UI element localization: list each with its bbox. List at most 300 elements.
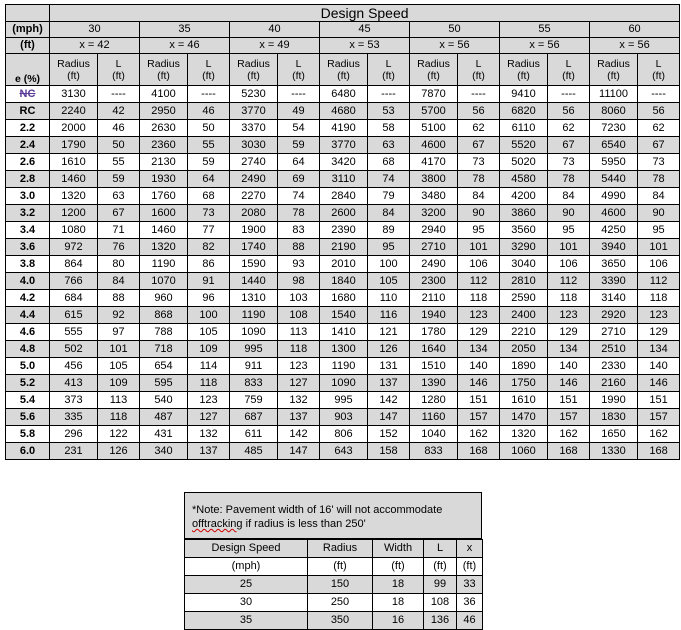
e-value-cell — [6, 443, 50, 460]
cell-value: 64 — [202, 172, 215, 185]
cell-value: 1610 — [511, 393, 536, 406]
cell-value: 4190 — [331, 121, 356, 134]
radius-unit: (ft) — [247, 69, 260, 82]
cell-value: 84 — [112, 274, 125, 287]
cell-value: 62 — [652, 121, 665, 134]
cell-value: 168 — [649, 444, 668, 457]
cell-value: 4170 — [421, 155, 446, 168]
table-row — [6, 154, 680, 171]
value-cell — [98, 273, 140, 290]
value-cell — [638, 188, 680, 205]
cell-value: 231 — [64, 444, 83, 457]
value-cell — [320, 120, 368, 137]
value-cell — [638, 392, 680, 409]
cell-value: 56 — [562, 104, 575, 117]
value-cell — [188, 86, 230, 103]
value-cell — [98, 324, 140, 341]
cell-value: 73 — [472, 155, 485, 168]
cell-value: 152 — [379, 427, 398, 440]
cell-value: 4680 — [331, 104, 356, 117]
cell-value: 1080 — [61, 223, 86, 236]
value-cell — [278, 443, 320, 460]
note-line-2 — [192, 517, 477, 531]
value-cell — [140, 154, 188, 171]
cell-value: 84 — [382, 206, 395, 219]
value-cell — [590, 239, 638, 256]
cell-value: 105 — [109, 359, 128, 372]
cell-value: 88 — [292, 240, 305, 253]
value-cell — [368, 392, 410, 409]
cell-value: 5520 — [511, 138, 536, 151]
value-cell — [410, 188, 458, 205]
value-cell — [320, 154, 368, 171]
value-cell — [638, 341, 680, 358]
e-value: 5.4 — [19, 393, 36, 406]
cell-value: 82 — [202, 240, 215, 253]
value-cell — [278, 358, 320, 375]
cell-value: 112 — [559, 274, 578, 287]
cell-value: 1640 — [421, 342, 446, 355]
cell-value: 58 — [382, 121, 395, 134]
cell-value: 6540 — [601, 138, 626, 151]
e-value-cell — [6, 239, 50, 256]
cell-value: 1060 — [511, 444, 536, 457]
value-cell — [590, 205, 638, 222]
value-cell — [50, 222, 98, 239]
value-cell — [98, 86, 140, 103]
value-cell — [278, 137, 320, 154]
value-cell — [548, 120, 590, 137]
l-label: L — [655, 57, 662, 70]
value-cell — [320, 409, 368, 426]
value-cell — [320, 171, 368, 188]
value-cell — [368, 205, 410, 222]
cell-value: ---- — [471, 87, 486, 100]
value-cell — [320, 188, 368, 205]
value-cell — [410, 154, 458, 171]
value-cell — [638, 307, 680, 324]
cell-value: 71 — [112, 223, 125, 236]
value-cell — [458, 137, 500, 154]
value-cell — [140, 409, 188, 426]
cell-value: 84 — [652, 189, 665, 202]
value-cell — [368, 222, 410, 239]
value-cell — [50, 205, 98, 222]
value-cell — [140, 358, 188, 375]
value-cell — [230, 290, 278, 307]
small-units-row — [185, 558, 483, 576]
cell-value: 49 — [292, 104, 305, 117]
value-cell — [278, 103, 320, 120]
table-row — [6, 239, 680, 256]
value-cell — [368, 239, 410, 256]
cell-value: 1610 — [61, 155, 86, 168]
cell-value: 123 — [559, 308, 578, 321]
small-value-cell: 18 — [373, 576, 424, 594]
cell-value: 123 — [289, 359, 308, 372]
cell-value: 118 — [289, 342, 308, 355]
value-cell — [140, 324, 188, 341]
cell-value: 100 — [199, 308, 218, 321]
cell-value: 2490 — [241, 172, 266, 185]
small-value-cell: 16 — [373, 612, 424, 630]
cell-value: 79 — [382, 189, 395, 202]
cell-value: 2330 — [601, 359, 626, 372]
table-row — [6, 375, 680, 392]
cell-value: 2080 — [241, 206, 266, 219]
value-cell — [188, 392, 230, 409]
speed-header: 60 — [590, 22, 680, 38]
cell-value: 86 — [202, 257, 215, 270]
value-cell — [230, 392, 278, 409]
e-value-cell — [6, 307, 50, 324]
value-cell — [410, 120, 458, 137]
cell-value: 118 — [559, 291, 578, 304]
l-header — [278, 54, 320, 86]
e-value-cell — [6, 290, 50, 307]
value-cell — [320, 137, 368, 154]
value-cell — [98, 239, 140, 256]
value-cell — [188, 324, 230, 341]
value-cell — [590, 103, 638, 120]
value-cell — [590, 137, 638, 154]
cell-value: 2950 — [151, 104, 176, 117]
cell-value: 5440 — [601, 172, 626, 185]
value-cell — [458, 256, 500, 273]
note-offtracking-word: offtracking — [192, 518, 243, 530]
l-unit: (ft) — [112, 69, 125, 82]
cell-value: 147 — [379, 410, 398, 423]
cell-value: 766 — [64, 274, 83, 287]
cell-value: 84 — [472, 189, 485, 202]
cell-value: 123 — [649, 308, 668, 321]
cell-value: 106 — [559, 257, 578, 270]
value-cell — [590, 222, 638, 239]
cell-value: 146 — [649, 376, 668, 389]
cell-value: 142 — [289, 427, 308, 440]
cell-value: 59 — [202, 155, 215, 168]
e-value: 2.6 — [19, 155, 36, 168]
small-value-cell: 36 — [457, 594, 483, 612]
value-cell — [278, 171, 320, 188]
small-header-cell: L — [424, 540, 457, 558]
value-cell — [410, 222, 458, 239]
value-cell — [188, 358, 230, 375]
value-cell — [368, 324, 410, 341]
cell-value: 56 — [472, 104, 485, 117]
cell-value: 1760 — [151, 189, 176, 202]
speed-header: 35 — [140, 22, 230, 38]
table-row — [6, 137, 680, 154]
cell-value: 2590 — [511, 291, 536, 304]
value-cell — [50, 341, 98, 358]
value-cell — [50, 307, 98, 324]
cell-value: 97 — [112, 325, 125, 338]
cell-value: 4600 — [421, 138, 446, 151]
value-cell — [548, 86, 590, 103]
l-label: L — [475, 57, 482, 70]
value-cell — [500, 307, 548, 324]
value-cell — [320, 86, 368, 103]
value-cell — [98, 171, 140, 188]
value-cell — [278, 341, 320, 358]
cell-value: 1790 — [61, 138, 86, 151]
value-cell — [50, 392, 98, 409]
cell-value: 2390 — [331, 223, 356, 236]
value-cell — [500, 443, 548, 460]
value-cell — [98, 154, 140, 171]
cell-value: 2130 — [151, 155, 176, 168]
cell-value: 140 — [649, 359, 668, 372]
x-value-header: x = 56 — [590, 38, 680, 54]
value-cell — [188, 205, 230, 222]
value-cell — [230, 443, 278, 460]
cell-value: 340 — [154, 444, 173, 457]
cell-value: 1410 — [331, 325, 356, 338]
value-cell — [500, 290, 548, 307]
value-cell — [320, 324, 368, 341]
e-value-cell — [6, 426, 50, 443]
value-cell — [278, 290, 320, 307]
value-cell — [230, 154, 278, 171]
l-header — [368, 54, 410, 86]
value-cell — [50, 120, 98, 137]
cell-value: 788 — [154, 325, 173, 338]
value-cell — [458, 290, 500, 307]
value-cell — [230, 307, 278, 324]
value-cell — [548, 358, 590, 375]
cell-value: 162 — [469, 427, 488, 440]
cell-value: 67 — [472, 138, 485, 151]
value-cell — [638, 205, 680, 222]
cell-value: 833 — [244, 376, 263, 389]
e-value: 5.0 — [19, 359, 36, 372]
cell-value: 77 — [202, 223, 215, 236]
l-header — [548, 54, 590, 86]
cell-value: 1460 — [151, 223, 176, 236]
cell-value: 1300 — [331, 342, 356, 355]
e-value: 5.8 — [19, 427, 36, 440]
cell-value: 868 — [154, 308, 173, 321]
small-value-cell: 136 — [424, 612, 457, 630]
cell-value: 1160 — [421, 410, 446, 423]
table-row — [6, 120, 680, 137]
cell-value: 485 — [244, 444, 263, 457]
cell-value: 615 — [64, 308, 83, 321]
value-cell — [188, 341, 230, 358]
value-cell — [638, 290, 680, 307]
e-value-cell — [6, 324, 50, 341]
radius-header — [500, 54, 548, 86]
value-cell — [410, 239, 458, 256]
value-cell — [188, 103, 230, 120]
e-value: NC — [19, 87, 36, 100]
value-cell — [500, 154, 548, 171]
cell-value: 4250 — [601, 223, 626, 236]
value-cell — [368, 290, 410, 307]
cell-value: 113 — [109, 393, 128, 406]
radius-header — [50, 54, 98, 86]
l-unit: (ft) — [562, 69, 575, 82]
value-cell — [548, 188, 590, 205]
value-cell — [230, 375, 278, 392]
radius-header — [410, 54, 458, 86]
value-cell — [548, 443, 590, 460]
design-speed-header: Design Speed — [50, 5, 680, 22]
cell-value: 6110 — [511, 121, 536, 134]
value-cell — [500, 358, 548, 375]
value-cell — [140, 188, 188, 205]
speed-header: 45 — [320, 22, 410, 38]
e-value: RC — [19, 104, 36, 117]
small-value-cell: 35 — [185, 612, 308, 630]
value-cell — [98, 409, 140, 426]
cell-value: 1200 — [61, 206, 86, 219]
value-cell — [140, 307, 188, 324]
cell-value: 5020 — [511, 155, 536, 168]
value-cell — [638, 137, 680, 154]
cell-value: 73 — [562, 155, 575, 168]
cell-value: 168 — [469, 444, 488, 457]
value-cell — [458, 273, 500, 290]
small-unit-cell: (mph) — [185, 558, 308, 576]
cell-value: 134 — [649, 342, 668, 355]
value-cell — [230, 273, 278, 290]
value-cell — [140, 256, 188, 273]
value-cell — [278, 188, 320, 205]
value-cell — [188, 154, 230, 171]
value-cell — [278, 120, 320, 137]
value-cell — [140, 137, 188, 154]
radius-unit: (ft) — [517, 69, 530, 82]
l-label: L — [295, 57, 302, 70]
value-cell — [410, 307, 458, 324]
value-cell — [638, 103, 680, 120]
cell-value: 3770 — [241, 104, 266, 117]
cell-value: ---- — [561, 87, 576, 100]
cell-value: 3130 — [61, 87, 86, 100]
value-cell — [590, 409, 638, 426]
cell-value: 127 — [289, 376, 308, 389]
value-cell — [500, 273, 548, 290]
cell-value: 1890 — [511, 359, 536, 372]
radius-unit: (ft) — [67, 69, 80, 82]
cell-value: 56 — [652, 104, 665, 117]
value-cell — [230, 137, 278, 154]
cell-value: 147 — [289, 444, 308, 457]
cell-value: 53 — [382, 104, 395, 117]
e-value: 4.8 — [19, 342, 36, 355]
small-header-row — [185, 540, 483, 558]
value-cell — [458, 358, 500, 375]
value-cell — [458, 324, 500, 341]
pavement-width-table — [184, 539, 483, 630]
value-cell — [638, 324, 680, 341]
value-cell — [98, 120, 140, 137]
l-header — [188, 54, 230, 86]
table-row — [6, 358, 680, 375]
cell-value: 137 — [199, 444, 218, 457]
mph-label: (mph) — [6, 22, 50, 38]
value-cell — [188, 273, 230, 290]
value-cell — [410, 273, 458, 290]
table-row — [6, 171, 680, 188]
value-cell — [140, 341, 188, 358]
cell-value: 2510 — [601, 342, 626, 355]
value-cell — [548, 426, 590, 443]
value-cell — [230, 222, 278, 239]
value-cell — [590, 290, 638, 307]
cell-value: 3140 — [601, 291, 626, 304]
cell-value: 90 — [472, 206, 485, 219]
cell-value: 335 — [64, 410, 83, 423]
cell-value: 95 — [472, 223, 485, 236]
value-cell — [458, 154, 500, 171]
cell-value: 2810 — [511, 274, 536, 287]
value-cell — [230, 409, 278, 426]
cell-value: 63 — [112, 189, 125, 202]
cell-value: 2240 — [61, 104, 86, 117]
cell-value: 502 — [64, 342, 83, 355]
value-cell — [50, 290, 98, 307]
cell-value: 1830 — [601, 410, 626, 423]
e-value: 2.4 — [19, 138, 36, 151]
cell-value: 5950 — [601, 155, 626, 168]
value-cell — [548, 392, 590, 409]
value-cell — [500, 239, 548, 256]
value-cell — [638, 358, 680, 375]
value-cell — [140, 205, 188, 222]
cell-value: 1940 — [421, 308, 446, 321]
value-cell — [140, 86, 188, 103]
value-cell — [638, 409, 680, 426]
cell-value: 3290 — [511, 240, 536, 253]
cell-value: 46 — [112, 121, 125, 134]
cell-value: 4580 — [511, 172, 536, 185]
cell-value: 78 — [562, 172, 575, 185]
e-value-cell — [6, 358, 50, 375]
e-value-cell — [6, 86, 50, 103]
small-unit-cell: (ft) — [308, 558, 373, 576]
e-value-cell — [6, 273, 50, 290]
e-value: 3.2 — [19, 206, 36, 219]
cell-value: ---- — [291, 87, 306, 100]
value-cell — [278, 324, 320, 341]
cell-value: 118 — [109, 410, 128, 423]
cell-value: 373 — [64, 393, 83, 406]
cell-value: 68 — [202, 189, 215, 202]
cell-value: 129 — [649, 325, 668, 338]
e-value-cell — [6, 120, 50, 137]
cell-value: 137 — [379, 376, 398, 389]
l-header — [458, 54, 500, 86]
cell-value: 2940 — [421, 223, 446, 236]
l-unit: (ft) — [472, 69, 485, 82]
cell-value: 101 — [649, 240, 668, 253]
cell-value: 1390 — [421, 376, 446, 389]
cell-value: 611 — [244, 427, 263, 440]
value-cell — [458, 375, 500, 392]
radius-header — [590, 54, 638, 86]
value-cell — [410, 103, 458, 120]
value-cell — [98, 205, 140, 222]
cell-value: 3030 — [241, 138, 266, 151]
cell-value: 146 — [559, 376, 578, 389]
e-value: 5.2 — [19, 376, 36, 389]
cell-value: 69 — [292, 172, 305, 185]
value-cell — [278, 239, 320, 256]
value-cell — [278, 426, 320, 443]
